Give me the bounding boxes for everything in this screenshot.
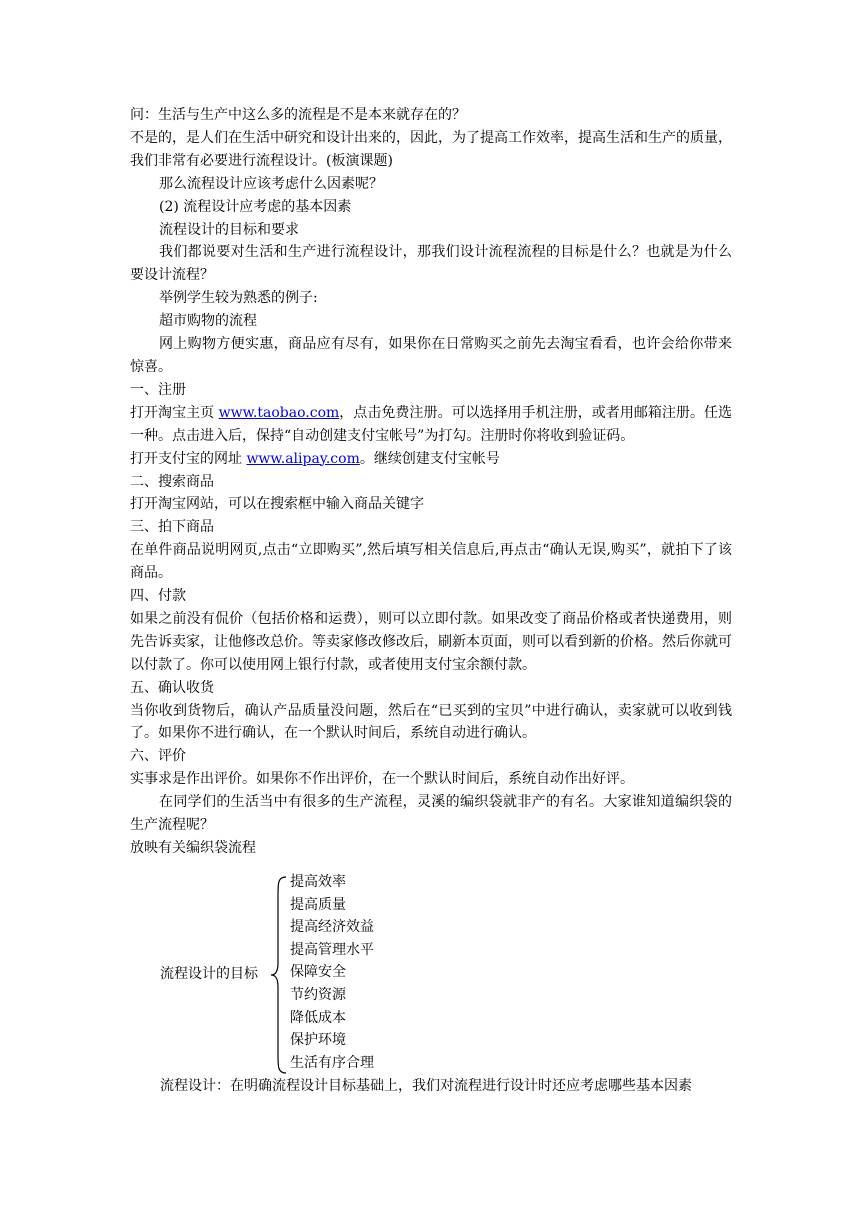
closing-paragraph: 流程设计：在明确流程设计目标基础上，我们对流程进行设计时还应考虑哪些基本因素 xyxy=(160,1078,692,1094)
goals-title: 流程设计的目标 xyxy=(160,966,258,982)
goal-item: 节约资源 xyxy=(290,986,346,1003)
goal-item: 生活有序合理 xyxy=(290,1054,374,1071)
goal-item: 提高管理水平 xyxy=(290,941,374,958)
step-pay-text: 如果之前没有侃价（包括价格和运费），则可以立即付款。如果改变了商品价格或者快递费用，则先告诉卖家，让他修改总价。等卖家修改修改后，刷新本页面，则可以看到新的价格。然后你就可以付款了。你可以使用网上银行付款，或者使用支付宝余额付款。 xyxy=(130,610,732,673)
step-register-text: 打开淘宝主页 www.taobao.com，点击免费注册。可以选择用手机注册，或者用邮箱注册。任选一种。点击进入后，保持“自动创建支付宝帐号”为打勾。注册时你将收到验证码。 xyxy=(130,404,733,444)
step-heading-confirm: 五、确认收货 xyxy=(130,679,214,696)
goal-item: 提高质量 xyxy=(290,896,346,913)
woven-bag-paragraph: 在同学们的生活当中有很多的生产流程，灵溪的编织袋就非产的有名。大家谁知道编织袋的生产流程呢？ xyxy=(130,794,732,834)
online-shopping-paragraph: 网上购物方便实惠，商品应有尽有，如果你在日常购买之前先去淘宝看看，也许会给你带来惊喜。 xyxy=(130,336,732,375)
step-buy-text: 在单件商品说明网页,点击“立即购买”,然后填写相关信息后,再点击“确认无误,购买”，就拍下了该商品。 xyxy=(130,542,732,582)
goal-item: 降低成本 xyxy=(290,1009,346,1026)
step-confirm-text: 当你收到货物后，确认产品质量没问题，然后在“已买到的宝贝”中进行确认，卖家就可以收到钱了。如果你不进行确认，在一个默认时间后，系统自动进行确认。 xyxy=(130,702,732,742)
goal-item: 提高经济效益 xyxy=(290,919,374,936)
alipay-link[interactable]: www.alipay.com xyxy=(246,450,360,467)
goal-item: 保护环境 xyxy=(290,1032,346,1049)
step-register-alipay: 打开支付宝的网址 www.alipay.com。继续创建支付宝帐号 xyxy=(130,450,500,467)
body-text xyxy=(130,104,732,860)
question-paragraph: 问：生活与生产中这么多的流程是不是本来就存在的？ xyxy=(130,107,466,123)
video-note: 放映有关编织袋流程 xyxy=(130,840,256,856)
supermarket-example: 超市购物的流程 xyxy=(159,313,257,330)
subheading-goals: 流程设计的目标和要求 xyxy=(159,221,299,238)
goal-item: 保障安全 xyxy=(290,964,346,981)
step-heading-register: 一、注册 xyxy=(130,381,186,398)
taobao-link[interactable]: www.taobao.com xyxy=(218,404,340,421)
answer-paragraph: 不是的，是人们在生活中研究和设计出来的，因此，为了提高工作效率，提高生活和生产的质量，我们非常有必要进行流程设计。(板演课题) xyxy=(130,129,732,169)
step-heading-pay: 四、付款 xyxy=(130,588,186,605)
goals-diagram xyxy=(160,871,460,1076)
factor-question: 那么流程设计应该考虑什么因素呢？ xyxy=(159,175,383,192)
goals-list xyxy=(290,871,374,1074)
goal-paragraph: 我们都说要对生活和生产进行流程设计，那我们设计流程流程的目标是什么？也就是为什么要设计流程？ xyxy=(130,244,732,284)
step-heading-search: 二、搜索商品 xyxy=(130,473,214,490)
step-search-text: 打开淘宝网站，可以在搜索框中输入商品关键字 xyxy=(130,496,424,513)
left-brace xyxy=(270,875,288,1075)
section-heading-factors: (2) 流程设计应考虑的基本因素 xyxy=(159,198,352,215)
step-heading-buy: 三、拍下商品 xyxy=(130,519,214,536)
example-intro: 举例学生较为熟悉的例子: xyxy=(159,290,318,307)
step-review-text: 实事求是作出评价。如果你不作出评价，在一个默认时间后，系统自动作出好评。 xyxy=(130,771,634,788)
goal-item: 提高效率 xyxy=(290,874,346,890)
step-heading-review: 六、评价 xyxy=(130,748,186,765)
